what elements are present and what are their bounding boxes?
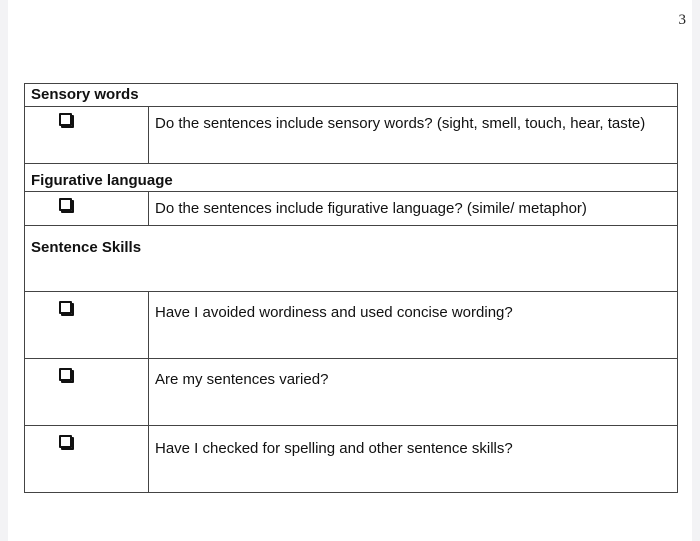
checkbox[interactable]: [59, 198, 72, 211]
section-header-sentence-skills: [25, 226, 678, 292]
checkbox[interactable]: [59, 301, 72, 314]
section-title: Sentence Skills: [25, 226, 678, 292]
checklist-question: Have I checked for spelling and other sentence skills?: [149, 426, 678, 493]
checklist-table: [24, 83, 678, 493]
checklist-item: [25, 359, 678, 426]
checklist-item: [25, 107, 678, 164]
checklist-question: Are my sentences varied?: [149, 359, 678, 426]
checklist-question: Have I avoided wordiness and used concise wording?: [149, 292, 678, 359]
checkbox-cell: [25, 192, 149, 226]
checkbox[interactable]: [59, 113, 72, 126]
section-header-sensory-words: [25, 84, 678, 107]
checkbox[interactable]: [59, 435, 72, 448]
checkbox-cell: [25, 426, 149, 493]
checklist-item: [25, 192, 678, 226]
checkbox-cell: [25, 292, 149, 359]
checkbox-cell: [25, 107, 149, 164]
checkbox[interactable]: [59, 368, 72, 381]
section-header-figurative-language: [25, 164, 678, 192]
document-page: [8, 0, 692, 541]
page-number: 3: [678, 12, 686, 28]
section-title: Sensory words: [25, 84, 678, 107]
checklist-question: Do the sentences include sensory words? (sight, smell, touch, hear, taste): [149, 107, 678, 164]
checklist-item: [25, 292, 678, 359]
checklist-question: Do the sentences include figurative language? (simile/ metaphor): [149, 192, 678, 226]
section-title: Figurative language: [25, 164, 678, 192]
checklist-item: [25, 426, 678, 493]
checkbox-cell: [25, 359, 149, 426]
